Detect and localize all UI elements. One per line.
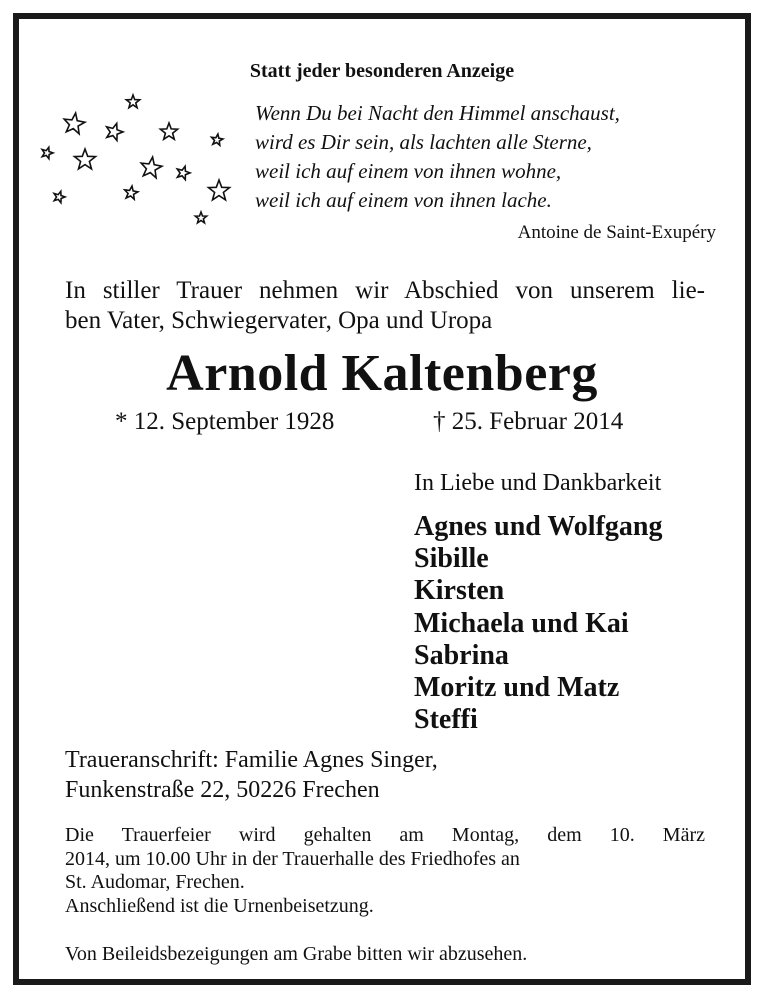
star-shape bbox=[75, 149, 96, 169]
quote-line: weil ich auf einem von ihnen lache. bbox=[255, 188, 552, 212]
star-shape bbox=[54, 191, 65, 202]
star-shape bbox=[64, 113, 85, 134]
address-line: Funkenstraße 22, 50226 Frechen bbox=[65, 777, 380, 803]
quote-author: Antoine de Saint-Exupéry bbox=[517, 222, 716, 243]
mourners-list bbox=[414, 511, 662, 736]
address-line: Traueranschrift: Familie Agnes Singer, bbox=[65, 747, 438, 773]
death-date: † 25. Februar 2014 bbox=[433, 408, 624, 435]
mourner-name: Agnes und Wolfgang bbox=[414, 511, 663, 542]
star-shape bbox=[126, 95, 139, 108]
quote bbox=[255, 99, 620, 215]
ceremony-line: Anschließend ist die Urnenbeisetzung. bbox=[65, 894, 374, 917]
quote-line: weil ich auf einem von ihnen wohne, bbox=[255, 159, 562, 183]
mourner-name: Sabrina bbox=[414, 639, 509, 671]
intro-text bbox=[65, 276, 705, 336]
stars-icon bbox=[39, 89, 239, 239]
ceremony-line: St. Audomar, Frechen. bbox=[65, 871, 245, 893]
condolence-note: Von Beileidsbezeigungen am Grabe bitten wir abzusehen. bbox=[65, 943, 528, 965]
mourning-address bbox=[65, 745, 438, 805]
star-shape bbox=[107, 123, 123, 140]
star-shape bbox=[141, 157, 162, 178]
mourner-name: Kirsten bbox=[414, 575, 505, 607]
star-shape bbox=[177, 166, 190, 179]
deceased-name: Arnold Kaltenberg bbox=[166, 345, 598, 402]
intro-line: ben Vater, Schwiegervater, Opa und Uropa bbox=[65, 307, 493, 334]
mourner-name: Moritz und Matz bbox=[414, 672, 620, 704]
star-shape bbox=[125, 186, 138, 199]
star-shape bbox=[212, 134, 223, 145]
star-shape bbox=[209, 180, 230, 200]
star-shape bbox=[42, 147, 53, 158]
ceremony-line: 2014, um 10.00 Uhr in der Trauerhalle des Friedhofes an bbox=[65, 847, 520, 870]
quote-line: Wenn Du bei Nacht den Himmel anschaust, bbox=[255, 101, 620, 125]
obituary-frame bbox=[13, 13, 751, 985]
mourner-name: Michaela und Kai bbox=[414, 607, 629, 639]
ceremony-info bbox=[65, 824, 705, 918]
header-text: Statt jeder besonderen Anzeige bbox=[249, 60, 515, 82]
ceremony-line: Die Trauerfeier wird gehalten am Montag, dem 10. März bbox=[65, 824, 705, 846]
star-shape bbox=[160, 123, 177, 139]
quote-line: wird es Dir sein, als lachten alle Sterne, bbox=[255, 130, 592, 154]
mourner-name: Sibille bbox=[414, 543, 489, 575]
mourner-name: Steffi bbox=[414, 704, 478, 736]
birth-date: * 12. September 1928 bbox=[115, 408, 335, 435]
mourners-intro: In Liebe und Dankbarkeit bbox=[414, 470, 662, 496]
intro-line: In stiller Trauer nehmen wir Abschied von unserem lie- bbox=[65, 277, 705, 304]
